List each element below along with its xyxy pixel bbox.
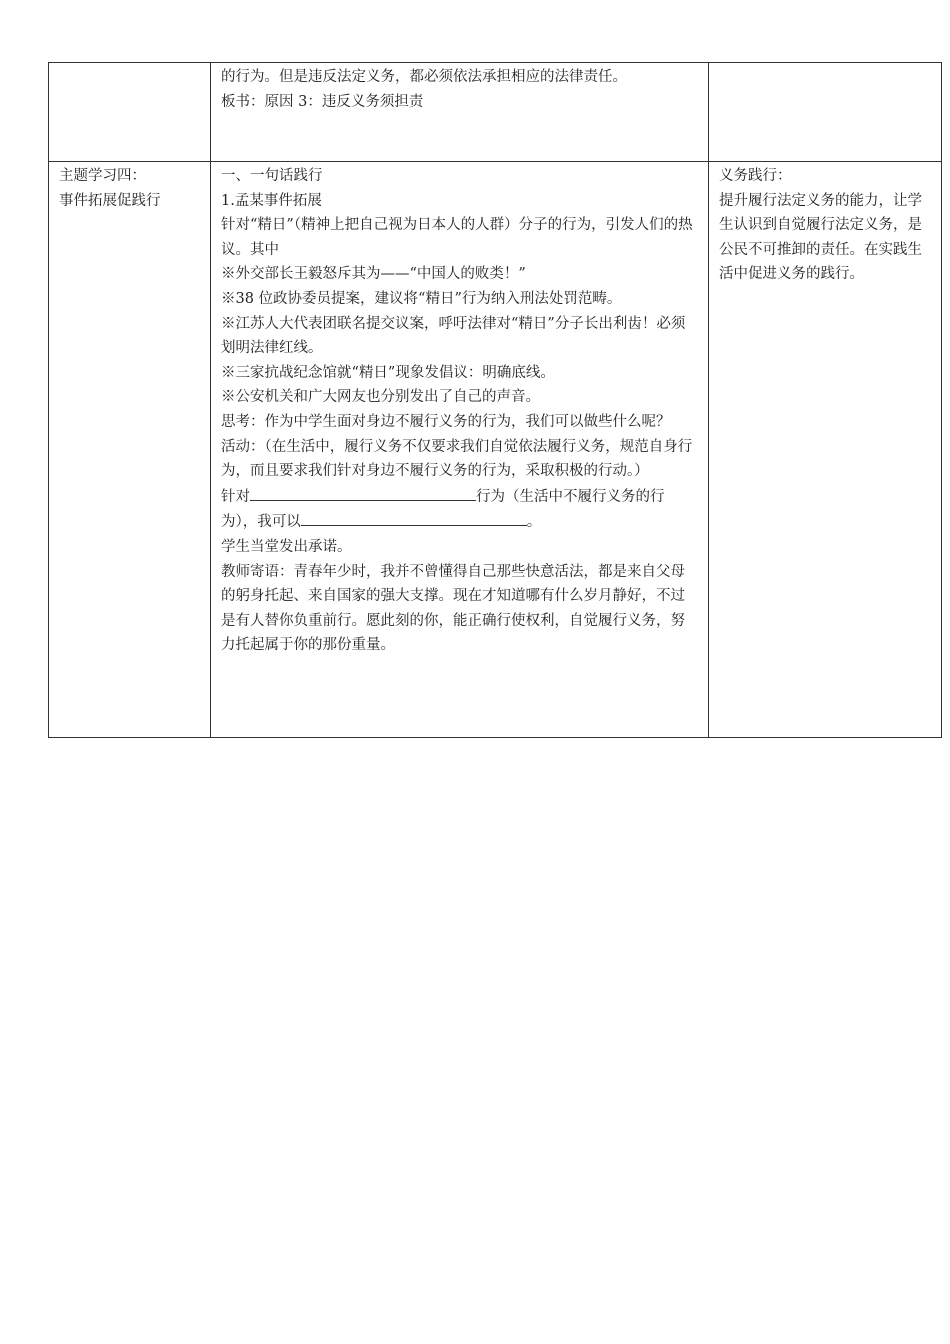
fill-blank [301, 509, 527, 526]
stage-title: 主题学习四： [59, 168, 146, 184]
cell-intent [709, 63, 942, 162]
table-row [49, 63, 942, 162]
stage-subtitle: 事件拓展促践行 [59, 192, 161, 209]
bullet-item: ※江苏人大代表团联名提交议案，呼吁法律对“精日”分子长出利齿！必须划明法律红线。 [221, 315, 686, 357]
cell-stage [49, 162, 211, 738]
activity-paragraph: 活动：（在生活中，履行义务不仅要求我们自觉依法履行义务，规范自身行为，而且要求我们针对身边不履行义务的行为，采取积极的行动。） [221, 438, 693, 480]
cell-content [211, 63, 709, 162]
lesson-plan-table [48, 62, 942, 738]
fill-blank [250, 484, 476, 501]
bullet-item: ※外交部长王毅怒斥其为——“中国人的败类！” [221, 266, 526, 283]
section-subheading: 1.孟某事件拓展 [221, 192, 322, 209]
bullet-item: ※公安机关和广大网友也分别发出了自己的声音。 [221, 389, 540, 406]
question-paragraph: 思考：作为中学生面对身边不履行义务的行为，我们可以做些什么呢？ [221, 413, 671, 430]
fill-middle: 行为（生活中不履行义务的行为），我可以 [221, 488, 665, 531]
cell-intent [709, 162, 942, 738]
blackboard-note: 板书：原因 3：违反义务须担责 [221, 93, 424, 110]
intent-body: 提升履行法定义务的能力，让学生认识到自觉履行法定义务，是公民不可推卸的责任。在实践生活中促进义务的践行。 [719, 192, 922, 283]
bullet-item: ※三家抗战纪念馆就“精日”现象发倡议：明确底线。 [221, 364, 555, 381]
cell-content [211, 162, 709, 738]
fill-prefix: 针对 [221, 488, 250, 505]
bullet-item: ※38 位政协委员提案，建议将“精日”行为纳入刑法处罚范畴。 [221, 290, 622, 307]
section-heading: 一、一句话践行 [221, 168, 323, 184]
fill-in-sentence [221, 484, 698, 535]
table-row [49, 162, 942, 738]
intro-paragraph: 针对“精日”（精神上把自己视为日本人的人群）分子的行为，引发人们的热议。其中 [221, 217, 693, 258]
fill-suffix: 。 [526, 514, 542, 531]
commitment-line: 学生当堂发出承诺。 [221, 538, 352, 555]
teacher-message: 教师寄语：青春年少时，我并不曾懂得自己那些快意活法，都是来自父母的躬身托起、来自国家的强大支撑。现在才知道哪有什么岁月静好，不过是有人替你负重前行。愿此刻的你，能正确行使权利，自觉履行义务，努力托起属于你的那份重量。 [221, 563, 685, 654]
content-line: 的行为。但是违反法定义务，都必须依法承担相应的法律责任。 [221, 69, 627, 85]
intent-title: 义务践行： [719, 168, 792, 184]
cell-stage [49, 63, 211, 162]
